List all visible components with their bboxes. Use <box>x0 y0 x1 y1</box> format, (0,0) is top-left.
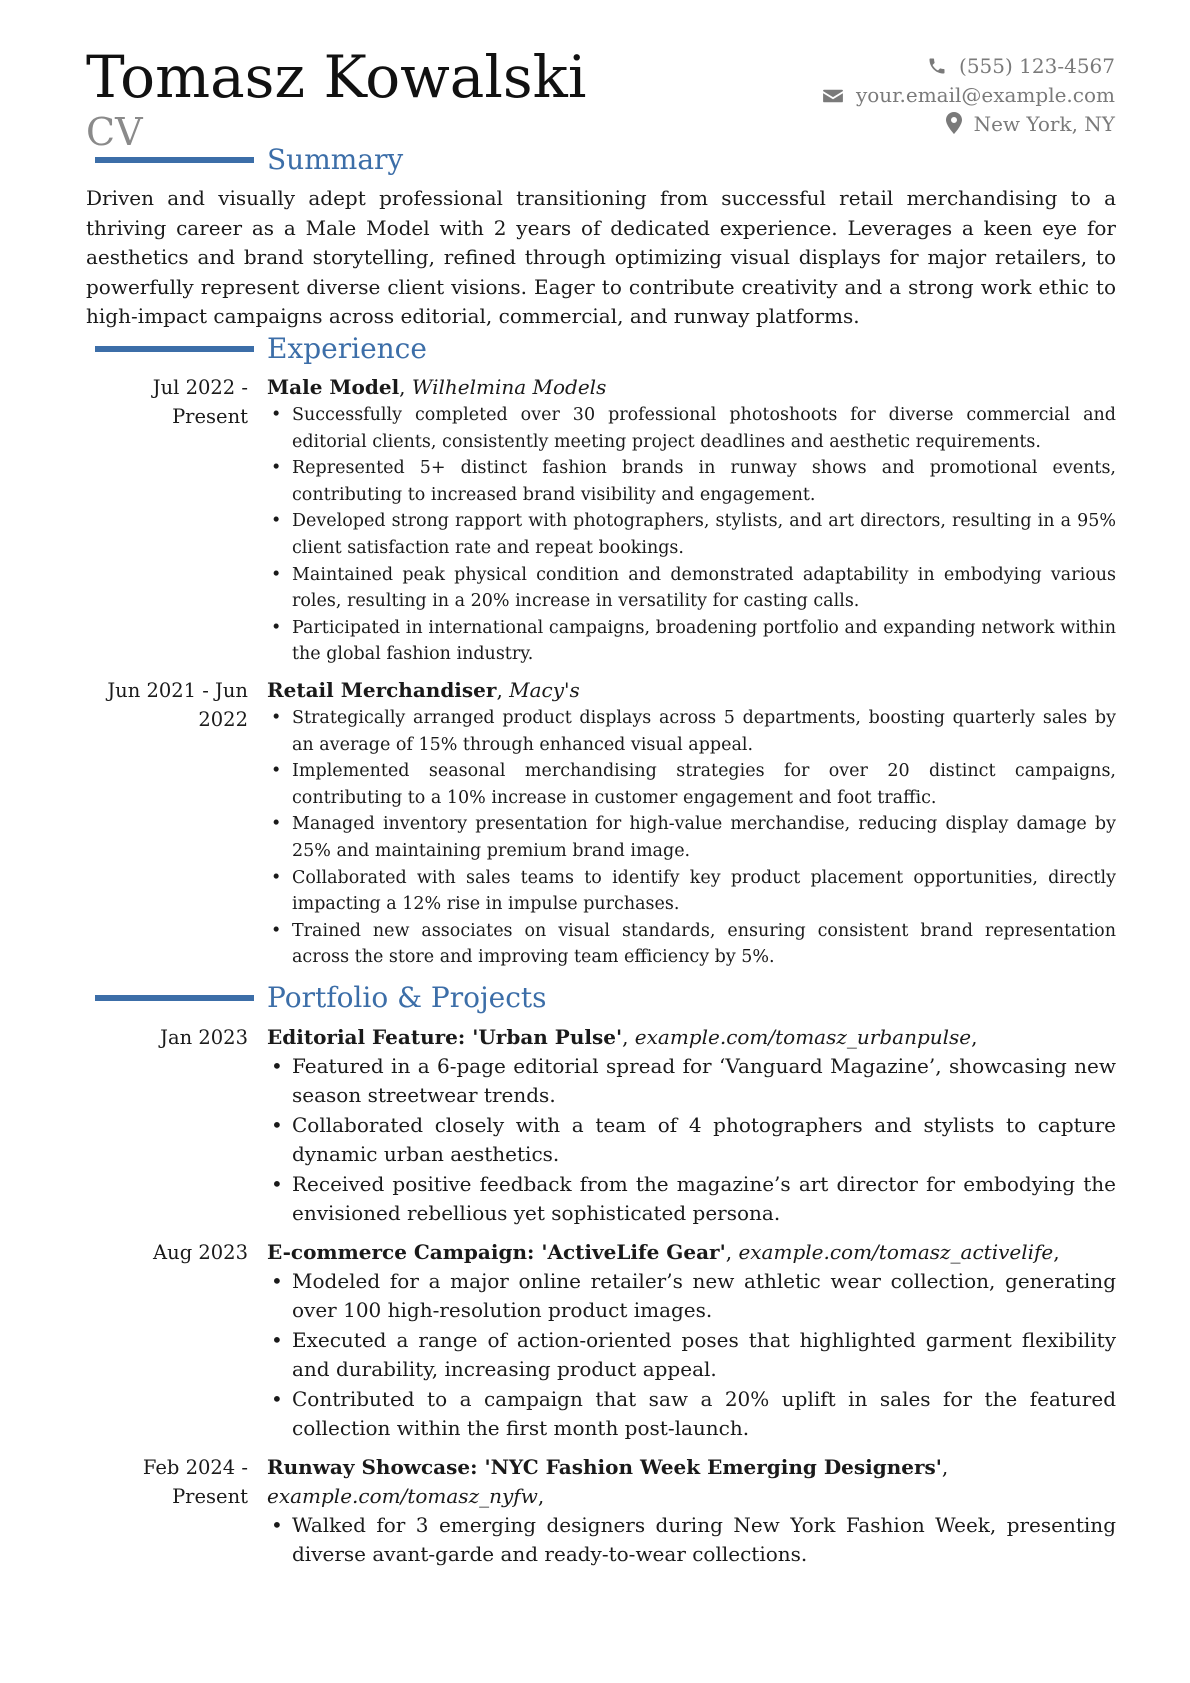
section-title-experience: Experience <box>267 332 427 365</box>
bullet-item: • Executed a range of action-oriented poses that highlighted garment flexibility and durability, increasing product appeal. <box>267 1326 1116 1385</box>
project-name: E-commerce Campaign: 'ActiveLife Gear' <box>267 1240 726 1264</box>
bullet-item: • Managed inventory presentation for high-value merchandise, reducing display damage by 25% and maintaining premium brand image. <box>267 811 1116 864</box>
section-bar <box>95 346 254 352</box>
entry-body <box>267 1453 1116 1570</box>
entry-heading: E-commerce Campaign: 'ActiveLife Gear', example.com/tomasz_activelife, <box>267 1240 1060 1264</box>
project-name: Runway Showcase: 'NYC Fashion Week Emerging Designers' <box>267 1455 942 1479</box>
bullet-item: • Participated in international campaigns, broadening portfolio and expanding network within the global fashion industry. <box>267 615 1116 668</box>
cv-name: Tomasz Kowalski <box>86 43 587 111</box>
entry-date: Jan 2023 <box>160 1026 248 1049</box>
bullet-item: • Walked for 3 emerging designers during New York Fashion Week, presenting diverse avant-garde and ready-to-wear collections. <box>267 1511 1116 1570</box>
map-pin-icon <box>946 112 962 134</box>
project-name: Editorial Feature: 'Urban Pulse' <box>267 1025 623 1049</box>
contact-location-text: New York, NY <box>973 112 1115 136</box>
entry-date: Jun 2021 - Jun 2022 <box>107 679 248 731</box>
bullet-list <box>267 1267 1116 1443</box>
bullet-item: • Featured in a 6-page editorial spread for ‘Vanguard Magazine’, showcasing new season streetwear trends. <box>267 1052 1116 1111</box>
bullet-item: • Trained new associates on visual standards, ensuring consistent brand representation across the store and improving team efficiency by 5%. <box>267 918 1116 971</box>
project-link[interactable]: example.com/tomasz_nyfw <box>267 1484 538 1508</box>
bullet-item: • Modeled for a major online retailer’s new athletic wear collection, generating over 100 high-resolution product images. <box>267 1267 1116 1326</box>
bullet-item: • Received positive feedback from the magazine’s art director for embodying the envisioned rebellious yet sophisticated persona. <box>267 1170 1116 1229</box>
bullet-item: • Strategically arranged product displays across 5 departments, boosting quarterly sales by an average of 15% through enhanced visual appeal. <box>267 705 1116 758</box>
project-link[interactable]: example.com/tomasz_activelife <box>738 1240 1054 1264</box>
entry-heading: Editorial Feature: 'Urban Pulse', example.com/tomasz_urbanpulse, <box>267 1025 978 1049</box>
section-summary-heading <box>95 142 1095 178</box>
bullet-item: • Successfully completed over 30 professional photoshoots for diverse commercial and editorial clients, consistently meeting project deadlines and aesthetic requirements. <box>267 402 1116 455</box>
entry-date: Jul 2022 - Present <box>152 376 248 428</box>
contact-email[interactable] <box>822 81 1115 110</box>
contact-phone <box>822 52 1115 81</box>
bullet-item: • Collaborated closely with a team of 4 photographers and stylists to capture dynamic urban aesthetics. <box>267 1111 1116 1170</box>
cv-subtitle: CV <box>86 110 143 154</box>
entry-body <box>267 1023 1116 1228</box>
contact-location <box>822 110 1115 139</box>
bullet-item: • Maintained peak physical condition and demonstrated adaptability in embodying various roles, resulting in a 20% increase in versatility for casting calls. <box>267 562 1116 615</box>
entry-heading: Runway Showcase: 'NYC Fashion Week Emerging Designers', example.com/tomasz_nyfw, <box>267 1455 949 1508</box>
employer: Wilhelmina Models <box>411 375 607 399</box>
bullet-list <box>267 1052 1116 1228</box>
job-title: Male Model <box>267 375 400 399</box>
entry-body <box>267 676 1116 971</box>
section-title-projects: Portfolio & Projects <box>267 981 547 1014</box>
section-title-summary: Summary <box>267 143 404 176</box>
entry-body <box>267 1238 1116 1443</box>
project-link[interactable]: example.com/tomasz_urbanpulse <box>634 1025 972 1049</box>
contact-email-text[interactable]: your.email@example.com <box>855 83 1115 107</box>
contact-phone-text: (555) 123-4567 <box>959 54 1115 78</box>
section-bar <box>95 995 254 1001</box>
employer: Macy's <box>509 678 580 702</box>
phone-icon <box>927 56 947 76</box>
summary-text: Driven and visually adept professional transitioning from successful retail merchandising to a thriving career as a Male Model with 2 years of dedicated experience. Leverages a keen eye for aesthetics and brand storytelling, refined through optimizing visual displays for major retailers, to powerfully represent diverse client visions. Eager to contribute creativity and a strong work ethic to high-impact campaigns across editorial, commercial, and runway platforms. <box>86 186 1116 329</box>
bullet-item: • Collaborated with sales teams to identify key product placement opportunities, directly impacting a 12% rise in impulse purchases. <box>267 865 1116 918</box>
section-projects-heading <box>95 980 1095 1016</box>
entry-body <box>267 373 1116 668</box>
bullet-item: • Represented 5+ distinct fashion brands in runway shows and promotional events, contributing to increased brand visibility and engagement. <box>267 455 1116 508</box>
entry-date: Feb 2024 - Present <box>142 1456 248 1508</box>
bullet-list <box>267 705 1116 971</box>
bullet-list <box>267 1511 1116 1570</box>
contact-block <box>822 52 1115 139</box>
section-bar <box>95 157 254 163</box>
envelope-icon <box>822 87 844 105</box>
entry-heading: Retail Merchandiser, Macy's <box>267 678 580 702</box>
section-experience-heading <box>95 331 1095 367</box>
job-title: Retail Merchandiser <box>267 678 497 702</box>
entry-date: Aug 2023 <box>153 1241 248 1264</box>
entry-heading: Male Model, Wilhelmina Models <box>267 375 607 399</box>
bullet-item: • Contributed to a campaign that saw a 20% uplift in sales for the featured collection within the first month post-launch. <box>267 1385 1116 1444</box>
bullet-item: • Implemented seasonal merchandising strategies for over 20 distinct campaigns, contributing to a 10% increase in customer engagement and foot traffic. <box>267 758 1116 811</box>
bullet-item: • Developed strong rapport with photographers, stylists, and art directors, resulting in a 95% client satisfaction rate and repeat bookings. <box>267 508 1116 561</box>
bullet-list <box>267 402 1116 668</box>
